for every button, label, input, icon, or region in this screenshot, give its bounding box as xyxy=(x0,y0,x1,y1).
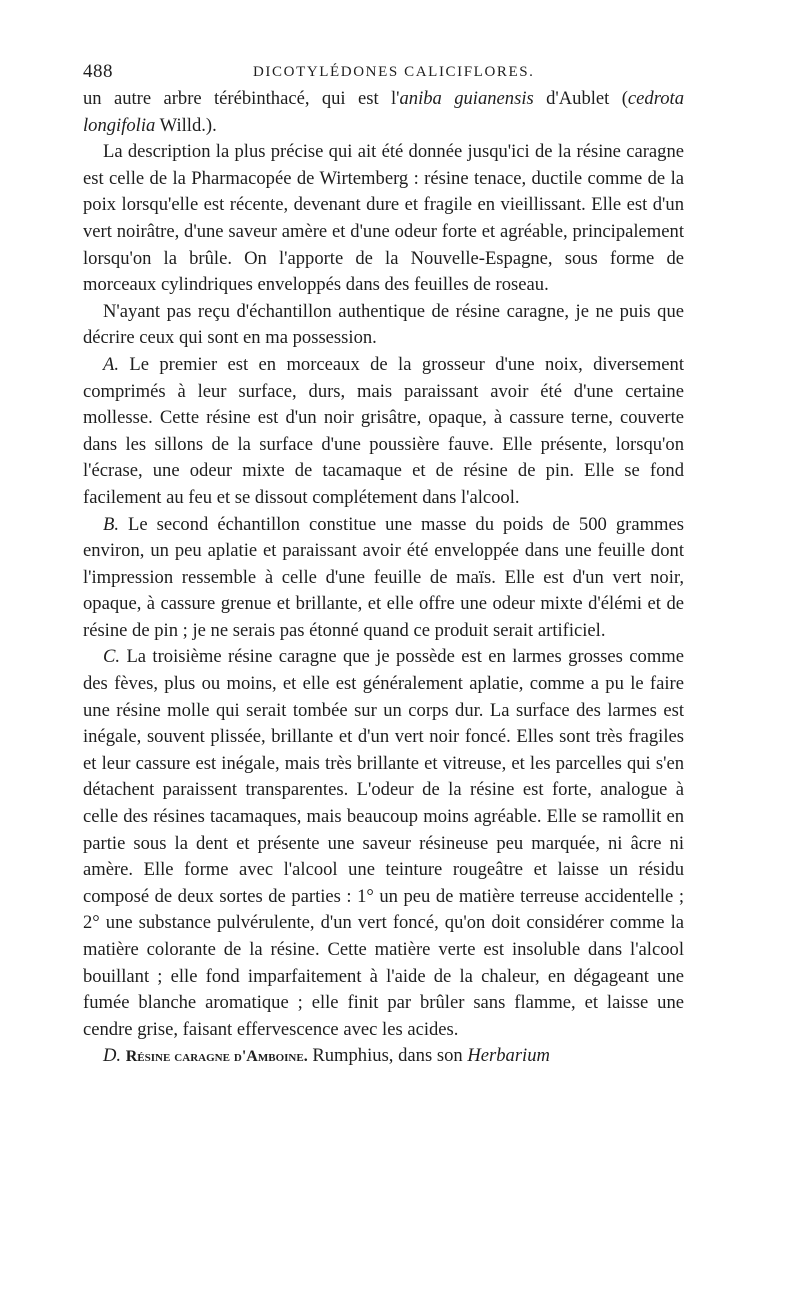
paragraph-text: La troisième résine caragne que je possède est en larmes grosses comme des fèves, plus ou moins, et elle est généralement aplatie, comme a pu le faire une résine molle qui serait tombée sur un corps dur. La surface des larmes est inégale, souvent plissée, brillante et d'un vert noir foncé. Elles sont très fragiles et leur cassure est inégale, mais très brillante et vitreuse, et les parcelles qui s'en détachent paraissent transparentes. L'odeur de la résine est forte, analogue à celle des résines tacamaques, mais beaucoup moins agréable. Elle se ramollit en partie sous la dent et présente une saveur résineuse peu marquée, ni âcre ni amère. Elle forme avec l'alcool une teinture rougeâtre et laisse un résidu composé de deux sortes de parties : 1° un peu de matière terreuse accidentelle ; 2° une substance pulvérulente, d'un vert foncé, qu'on doit considérer comme la matière colorante de la résine. Cette matière verte est insoluble dans l'alcool bouillant ; elle fond imparfaitement à l'aide de la chaleur, en dégageant une fumée blanche aromatique ; elle finit par brûler sans flamme, et laisse une cendre grise, faisant effervescence avec les acides. xyxy=(83,646,684,1040)
paragraph: N'ayant pas reçu d'échantillon authentique de résine caragne, je ne puis que décrire ceux qui sont en ma possession. xyxy=(83,300,684,349)
paragraph-sample-d xyxy=(83,1043,684,1071)
species-name: cedrota longifolia xyxy=(83,88,684,136)
paragraph-text: Rumphius, dans son xyxy=(307,1045,468,1067)
text-run: d'Aublet ( xyxy=(533,88,628,109)
running-title: DICOTYLÉDONES CALICIFLORES. xyxy=(253,64,535,80)
section-mark: C. xyxy=(103,646,121,668)
paragraph-continuation xyxy=(83,86,684,139)
section-heading: Résine caragne d'Amboine. xyxy=(125,1048,308,1066)
paragraph-sample-c xyxy=(83,644,684,1043)
text-run: Willd.). xyxy=(155,114,217,136)
paragraph: La description la plus précise qui ait été donnée jusqu'ici de la résine caragne est celle de la Pharmacopée de Wirtemberg : résine tenace, ductile comme de la poix lorsqu'elle est récente, devenant dure et fragile en vieillissant. Elle est d'un vert noirâtre, d'une saveur amère et d'une odeur forte et agréable, principalement lorsqu'on la brûle. On l'apporte de la Nouvelle-Espagne, sous forme de morceaux cylindriques enveloppés dans des feuilles de roseau. xyxy=(83,141,684,296)
book-title: Herbarium xyxy=(467,1045,550,1067)
page-number: 488 xyxy=(83,61,113,82)
body-text xyxy=(83,86,684,1071)
text-run: un autre arbre térébinthacé, qui est l' xyxy=(83,88,400,109)
section-mark: D. xyxy=(103,1045,122,1067)
paragraph-text: Le second échantillon constitue une masse du poids de 500 grammes environ, un peu aplatie et paraissant avoir été enveloppée dans une feuille dont l'impression ressemble à celle d'une feuille de maïs. Elle est d'un vert noir, opaque, à cassure grenue et brillante, et elle offre une odeur mixte d'élémi et de résine de pin ; je ne serais pas étonné quand ce produit serait artificiel. xyxy=(83,513,684,641)
section-mark: B. xyxy=(103,513,120,535)
paragraph-sample-b xyxy=(83,512,684,645)
paragraph-sample-a xyxy=(83,352,684,512)
species-name: aniba guianensis xyxy=(399,88,534,109)
section-mark: A. xyxy=(103,353,120,375)
paragraph-text: Le premier est en morceaux de la grosseur d'une noix, diversement comprimés à leur surface, durs, mais paraissant avoir été d'une certaine mollesse. Cette résine est d'un noir grisâtre, opaque, à cassure terne, couverte dans les sillons de la surface d'une poussière fauve. Elle présente, lorsqu'on l'écrase, une odeur mixte de tacamaque et de résine de pin. Elle se fond facilement au feu et se dissout complétement dans l'alcool. xyxy=(83,353,684,508)
running-head xyxy=(83,58,703,86)
